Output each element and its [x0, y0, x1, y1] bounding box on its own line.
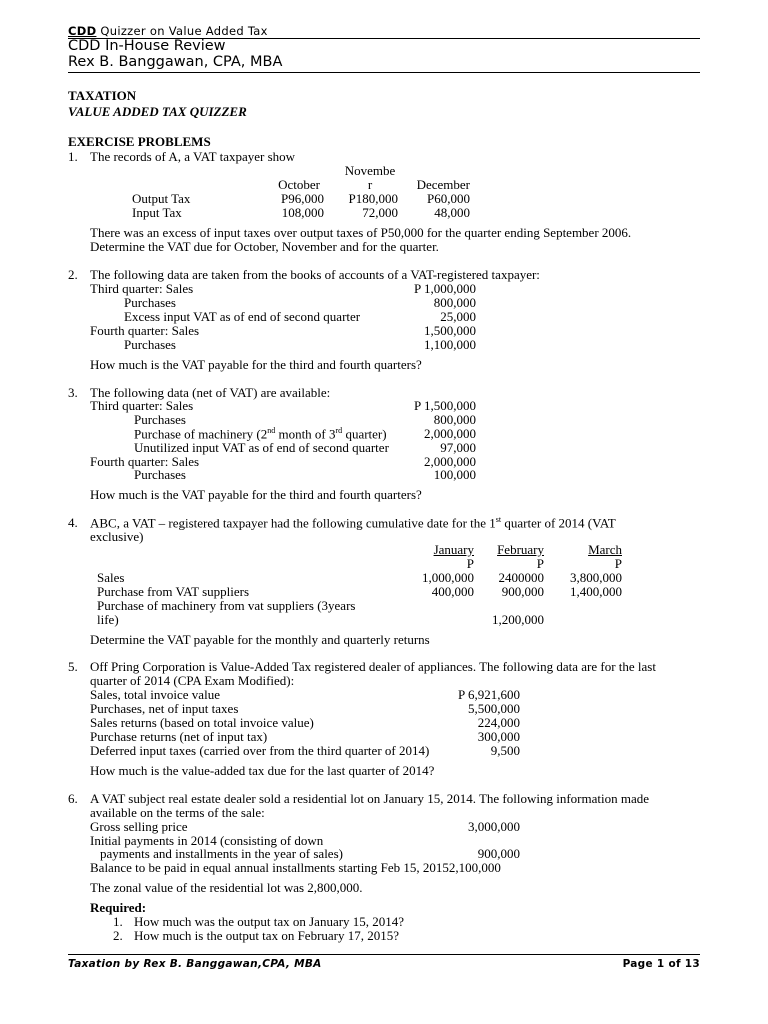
p5-row-label: Purchases, net of input taxes	[90, 701, 239, 716]
problem-1-number: 1.	[68, 149, 78, 164]
p4-col-march: March	[588, 542, 622, 557]
problem-3-number: 3.	[68, 385, 78, 400]
p5-row-label: Purchase returns (net of input tax)	[90, 729, 268, 744]
p4-sales-mar: 3,800,000	[570, 570, 622, 585]
p4-purchases-feb: 900,000	[501, 584, 544, 599]
subject-title: TAXATION	[68, 88, 137, 103]
p5-row-value: 9,500	[490, 743, 520, 758]
p2-row-label: Purchases	[124, 337, 176, 352]
p1-row-input-tax-label: Input Tax	[132, 205, 182, 220]
p4-sales-label: Sales	[97, 570, 125, 585]
p1-col-november-a: Novembe	[344, 163, 396, 178]
problem-2-number: 2.	[68, 267, 78, 282]
p3-row-label: Unutilized input VAT as of end of second quarter	[134, 440, 389, 455]
p1-input-oct: 108,000	[281, 205, 324, 220]
p5-row-label: Deferred input taxes (carried over from the third quarter of 2014)	[90, 743, 430, 758]
p6-zonal-value: The zonal value of the residential lot was 2,800,000.	[90, 880, 363, 895]
problem-5-intro-cont: quarter of 2014 (CPA Exam Modified):	[90, 673, 295, 688]
p5-row-value: 300,000	[477, 729, 520, 744]
problem-4-number: 4.	[68, 515, 78, 530]
p3-row-label: Fourth quarter: Sales	[90, 454, 200, 469]
p3-row-value: 800,000	[433, 412, 476, 427]
p1-col-november-b: r	[367, 177, 373, 192]
p4-machinery-label-cont: life)	[97, 612, 119, 627]
header-rule-bottom	[68, 72, 700, 73]
page-number: Page 1 of 13	[622, 958, 700, 970]
p4-purchases-label: Purchase from VAT suppliers	[97, 584, 250, 599]
p4-currency: P	[536, 556, 544, 571]
p3-row-value: 2,000,000	[424, 454, 476, 469]
p1-text-2: Determine the VAT due for October, November and for the quarter.	[90, 239, 439, 254]
document-subtitle: VALUE ADDED TAX QUIZZER	[68, 104, 247, 119]
p6-q1: How much was the output tax on January 15, 2014?	[134, 914, 405, 929]
p3-row-label: Purchases	[134, 412, 186, 427]
p1-row-output-tax-label: Output Tax	[132, 191, 191, 206]
p5-question: How much is the value-added tax due for the last quarter of 2014?	[90, 763, 435, 778]
problem-2-intro: The following data are taken from the books of accounts of a VAT-registered taxpayer:	[90, 267, 540, 282]
p1-input-nov: 72,000	[362, 205, 398, 220]
problem-4-intro: ABC, a VAT – registered taxpayer had the following cumulative date for the 1st quarter of 2014 (VAT	[90, 515, 616, 531]
p4-machinery-label: Purchase of machinery from vat suppliers (3years	[97, 598, 356, 613]
p6-gsp-value: 3,000,000	[468, 819, 520, 834]
p1-input-dec: 48,000	[434, 205, 470, 220]
p2-row-label: Excess input VAT as of end of second quarter	[124, 309, 361, 324]
p2-row-label: Purchases	[124, 295, 176, 310]
p2-row-value: 25,000	[440, 309, 476, 324]
p3-row-value: 2,000,000	[424, 426, 476, 441]
p2-row-value: 800,000	[433, 295, 476, 310]
p4-currency: P	[614, 556, 622, 571]
footer-rule	[68, 954, 700, 955]
p6-q2: How much is the output tax on February 17, 2015?	[134, 928, 400, 943]
problem-4-intro-cont: exclusive)	[90, 529, 144, 544]
p3-row-value: 97,000	[440, 440, 476, 455]
p2-row-label: Fourth quarter: Sales	[90, 323, 200, 338]
p6-initial-label-cont: payments and installments in the year of sales)	[100, 846, 343, 861]
p6-initial-label: Initial payments in 2014 (consisting of down	[90, 833, 324, 848]
p3-question: How much is the VAT payable for the third and fourth quarters?	[90, 487, 422, 502]
p2-row-label: Third quarter: Sales	[90, 281, 194, 296]
p6-initial-value: 900,000	[477, 846, 520, 861]
header-abbr: CDD	[68, 24, 97, 38]
problem-5-number: 5.	[68, 659, 78, 674]
header-line-2: Rex B. Banggawan, CPA, MBA	[68, 54, 283, 70]
problem-5-intro: Off Pring Corporation is Value-Added Tax registered dealer of appliances. The following data are for the last	[90, 659, 656, 674]
problem-6-intro: A VAT subject real estate dealer sold a residential lot on January 15, 2014. The following information made	[90, 791, 649, 806]
p3-row-label: Purchase of machinery (2nd month of 3rd quarter)	[134, 426, 387, 442]
p4-currency: P	[466, 556, 474, 571]
problem-6-number: 6.	[68, 791, 78, 806]
p6-required: Required:	[90, 900, 147, 915]
p5-row-value: P 6,921,600	[458, 687, 520, 702]
p6-balance: Balance to be paid in equal annual installments starting Feb 15, 20152,100,000	[90, 860, 501, 875]
p4-col-february: February	[497, 542, 544, 557]
p2-question: How much is the VAT payable for the third and fourth quarters?	[90, 357, 422, 372]
p1-col-october: October	[278, 177, 320, 192]
p2-row-value: 1,500,000	[424, 323, 476, 338]
p5-row-label: Sales returns (based on total invoice value)	[90, 715, 314, 730]
running-header	[68, 24, 268, 38]
p3-row-label: Third quarter: Sales	[90, 398, 194, 413]
section-heading: EXERCISE PROBLEMS	[68, 134, 211, 149]
p5-row-value: 224,000	[477, 715, 520, 730]
problem-3-intro: The following data (net of VAT) are available:	[90, 385, 331, 400]
p6-q2-number: 2.	[113, 928, 123, 943]
p4-purchases-mar: 1,400,000	[570, 584, 622, 599]
p3-row-label: Purchases	[134, 467, 186, 482]
header-line-1: CDD In-House Review	[68, 38, 226, 54]
p2-row-value: 1,100,000	[424, 337, 476, 352]
p4-sales-jan: 1,000,000	[422, 570, 474, 585]
p4-question: Determine the VAT payable for the monthly and quarterly returns	[90, 632, 430, 647]
p4-sales-feb: 2400000	[498, 570, 544, 585]
p5-row-label: Sales, total invoice value	[90, 687, 220, 702]
problem-1-intro: The records of A, a VAT taxpayer show	[90, 149, 296, 164]
p6-q1-number: 1.	[113, 914, 123, 929]
p1-text-1: There was an excess of input taxes over output taxes of P50,000 for the quarter ending September 2006.	[90, 225, 632, 240]
p1-output-nov: P180,000	[348, 191, 398, 206]
p4-machinery-feb: 1,200,000	[492, 612, 544, 627]
p6-gsp-label: Gross selling price	[90, 819, 188, 834]
problem-6-intro-cont: available on the terms of the sale:	[90, 805, 265, 820]
p1-col-december: December	[416, 177, 470, 192]
p5-row-value: 5,500,000	[468, 701, 520, 716]
footer-title: Taxation by Rex B. Banggawan,CPA, MBA	[68, 958, 322, 970]
p3-row-value: 100,000	[433, 467, 476, 482]
p1-output-oct: P96,000	[281, 191, 324, 206]
p3-row-value: P 1,500,000	[414, 398, 476, 413]
p4-col-january: January	[433, 542, 474, 557]
header-title: Quizzer on Value Added Tax	[96, 24, 268, 38]
p4-purchases-jan: 400,000	[431, 584, 474, 599]
p1-output-dec: P60,000	[427, 191, 470, 206]
p2-row-value: P 1,000,000	[414, 281, 476, 296]
